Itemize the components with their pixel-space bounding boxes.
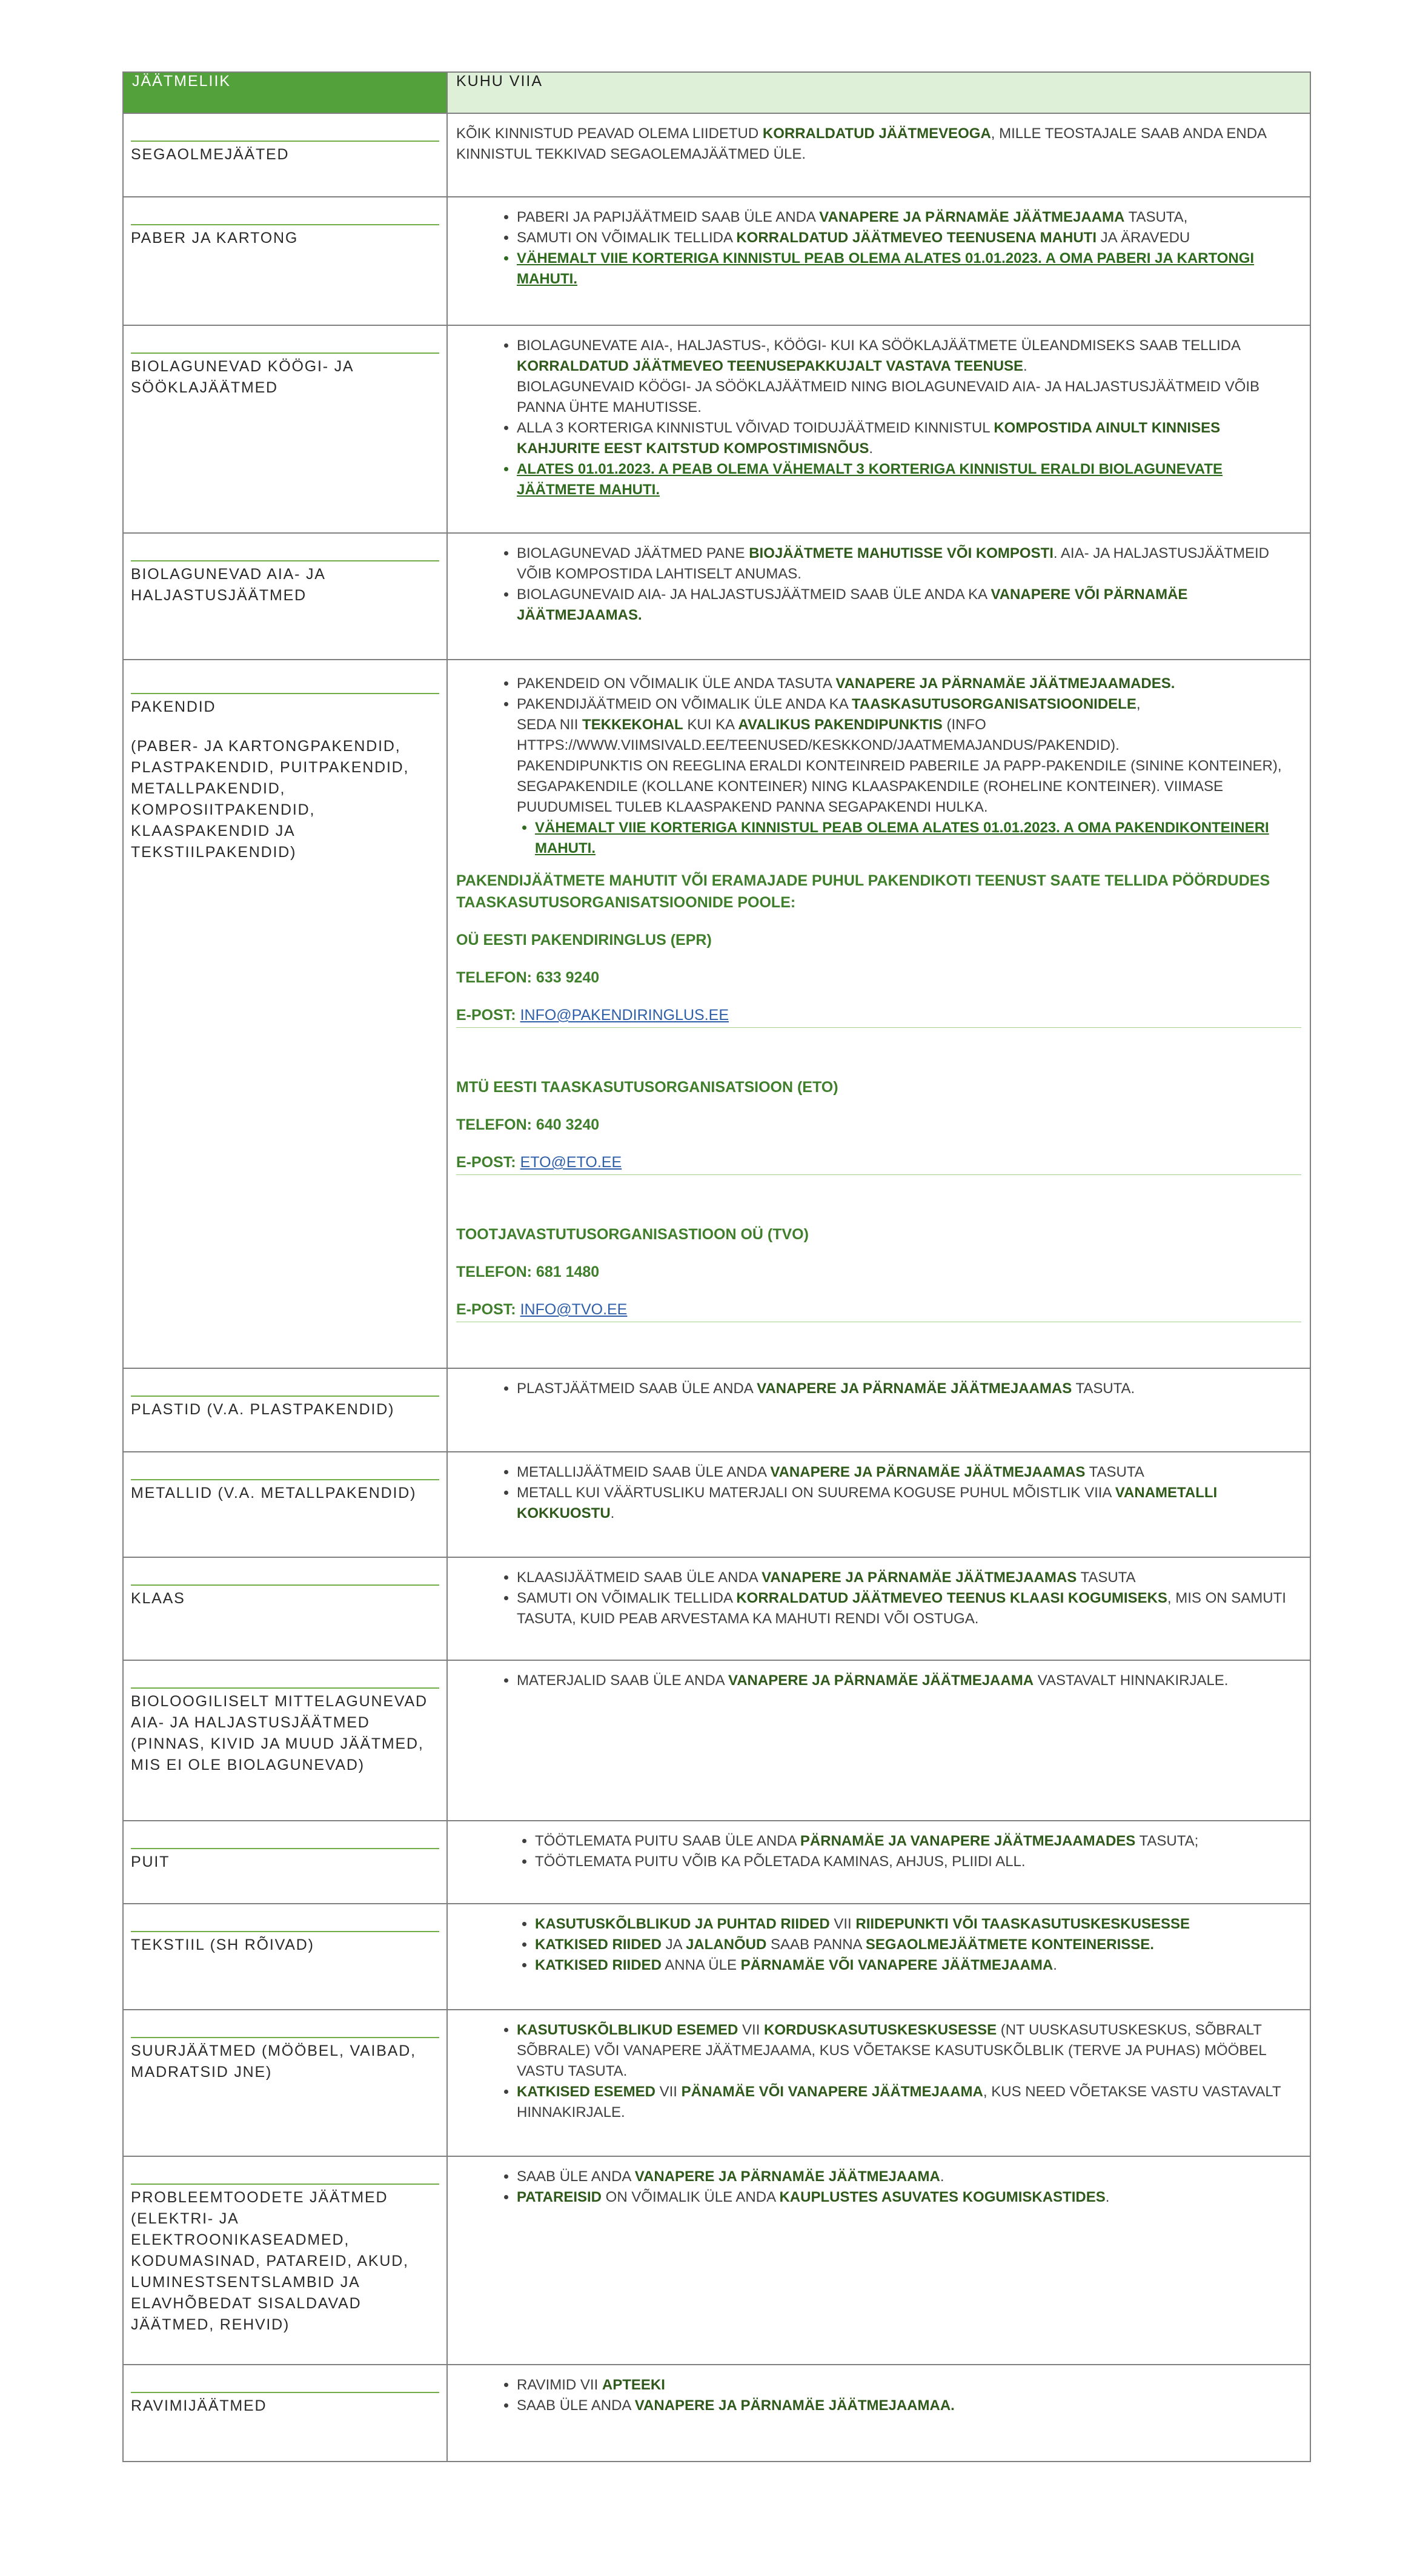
waste-type-sublabel: (PABER- JA KARTONGPAKENDID, PLASTPAKENDID, PUITPAKENDID, METALLPAKENDID, KOMPOSIITPAKENDID, KLAASPAKENDID JA TEKSTIILPAKENDID) [131, 738, 410, 861]
text-run: VANAPERE JA PÄRNAMÄE JÄÄTMEJAAMADES. [835, 675, 1175, 692]
bullet-list [456, 1379, 1301, 1399]
text-run: VASTAVALT HINNAKIRJALE. [1034, 1672, 1229, 1689]
email-link[interactable]: INFO@PAKENDIRINGLUS.EE [520, 1007, 729, 1024]
list-item [517, 1568, 1301, 1588]
header-where-to-take: KUHU VIIA [447, 72, 1310, 113]
waste-type-label: PAKENDID [131, 698, 216, 715]
bullet-list [456, 336, 1301, 500]
text-run: VII [829, 1916, 856, 1932]
text-run: TASUTA [1085, 1464, 1144, 1480]
waste-type-cell [123, 533, 447, 660]
email-link[interactable]: INFO@TVO.EE [520, 1301, 628, 1318]
table-row [123, 1452, 1310, 1557]
text-run: SAMUTI ON VÕIMALIK TELLIDA [517, 1590, 737, 1606]
bullet-list [456, 1914, 1301, 1976]
instructions-cell [447, 1821, 1310, 1904]
text-run: MATERJALID SAAB ÜLE ANDA [517, 1672, 728, 1689]
instructions-cell [447, 1904, 1310, 2010]
table-row [123, 533, 1310, 660]
text-run: BIOLAGUNEVAID KÖÖGI- JA SÖÖKLAJÄÄTMEID NING BIOLAGUNEVAID AIA- JA HALJASTUSJÄÄTMEID VÕIB PANNA ÜHTE MAHUTISSE. [517, 379, 1260, 416]
text-run: VANAPERE JA PÄRNAMÄE JÄÄTMEJAAMA [634, 2168, 940, 2185]
text-run: PAKENDIPUNKTIS ON REEGLINA ERALDI KONTEINREID PABERILE JA PAPP-PAKENDILE (SININE KONTEINER), SEGAPAKENDILE (KOLLANE KONTEINER) NING KLAASPAKENDILE (ROHELINE KONTEINER). VIIMASE PUUDUMISEL TULEB KLAASPAKEND PANNA SEGAPAKENDI HULKA. [517, 758, 1282, 815]
text-run: PÄRNAMÄE JA VANAPERE JÄÄTMEJAAMADES [800, 1833, 1136, 1849]
table-row [123, 197, 1310, 325]
list-item [517, 2375, 1301, 2396]
waste-type-cell [123, 1660, 447, 1821]
waste-type-cell [123, 325, 447, 533]
text-run: TAASKASUTUSORGANISATSIOONIDELE [852, 696, 1137, 712]
list-item [517, 418, 1301, 459]
text-run: PAKENDEID ON VÕIMALIK ÜLE ANDA TASUTA [517, 675, 836, 692]
text-run: PÄRNAMÄE VÕI VANAPERE JÄÄTMEJAAMA [740, 1957, 1054, 1973]
text-run: . AIA- JA HALJASTUSJÄÄTMEID VÕIB KOMPOSTIDA LAHTISELT ANUMAS. [517, 545, 1269, 582]
bullet-list [456, 2375, 1301, 2416]
text-run: JALANÕUD [685, 1936, 767, 1953]
org-phone: TELEFON: 640 3240 [456, 1116, 600, 1133]
text-run: PATAREISID [517, 2189, 602, 2205]
text-run: TASUTA, [1124, 209, 1188, 225]
text-run: VANAPERE JA PÄRNAMÄE JÄÄTMEJAAMAA. [634, 2397, 955, 2414]
org-name: OÜ EESTI PAKENDIRINGLUS (EPR) [456, 932, 712, 949]
text-run: BIOLAGUNEVATE AIA-, HALJASTUS-, KÖÖGI- KUI KA SÖÖKLAJÄÄTMETE ÜLEANDMISEKS SAAB TELLIDA [517, 337, 1240, 354]
text-run: BIOLAGUNEVAD JÄÄTMED PANE [517, 545, 749, 561]
waste-type-cell [123, 197, 447, 325]
text-run: (NT UUSKASUTUSKESKUS, SÕBRALT SÕBRALE) VÕI VANAPERE JÄÄTMEJAAMA, KUS VÕETAKSE KASUTUSKÕLBLIK (TERVE JA PUHAS) MÖÖBEL VASTU TASUTA. [517, 2022, 1266, 2079]
text-run: KLAASIJÄÄTMEID SAAB ÜLE ANDA [517, 1569, 762, 1586]
table-row [123, 325, 1310, 533]
text-run: KASUTUSKÕLBLIKUD JA PUHTAD RIIDED [535, 1916, 830, 1932]
text-run: PABERI JA PAPIJÄÄTMEID SAAB ÜLE ANDA [517, 209, 820, 225]
instructions-cell [447, 533, 1310, 660]
text-run: E-POST: [456, 1007, 520, 1024]
list-item [517, 2020, 1301, 2082]
text-run: KATKISED ESEMED [517, 2084, 655, 2100]
bullet-list [456, 818, 1301, 859]
waste-type-cell [123, 2010, 447, 2156]
text-run: JA [661, 1936, 686, 1953]
bullet-list [456, 1670, 1301, 1691]
text-run: VANAMETALLI KOKKUOSTU [517, 1485, 1218, 1521]
text-run: , MIS ON SAMUTI TASUTA, KUID PEAB ARVESTAMA KA MAHUTI RENDI VÕI OSTUGA. [517, 1590, 1286, 1627]
instructions-cell [447, 2156, 1310, 2365]
bullet-list [456, 207, 1301, 290]
header-waste-type: JÄÄTMELIIK [123, 72, 447, 113]
table-row [123, 2010, 1310, 2156]
list-item [517, 2396, 1301, 2416]
waste-type-cell [123, 1557, 447, 1660]
list-item [517, 1483, 1301, 1524]
org-phone: TELEFON: 681 1480 [456, 1263, 600, 1280]
text-run: . [869, 440, 874, 457]
list-item [517, 1588, 1301, 1629]
waste-type-label: BIOLAGUNEVAD KÖÖGI- JA SÖÖKLAJÄÄTMED [131, 358, 353, 396]
waste-type-label: BIOLOOGILISELT MITTELAGUNEVAD AIA- JA HALJASTUSJÄÄTMED (PINNAS, KIVID JA MUUD JÄÄTMED, MIS EI OLE BIOLAGUNEVAD) [131, 1693, 428, 1773]
text-bold: KORRALDATUD JÄÄTMEVEOGA [762, 125, 991, 142]
waste-type-label: SUURJÄÄTMED (MÖÖBEL, VAIBAD, MADRATSID JNE) [131, 2042, 416, 2081]
table-row [123, 113, 1310, 197]
text-run: KORRALDATUD JÄÄTMEVEO TEENUSEPAKKUJALT VASTAVA TEENUSE [517, 358, 1024, 374]
waste-type-cell [123, 1904, 447, 2010]
waste-type-cell [123, 2156, 447, 2365]
org-email-row [456, 1299, 1301, 1322]
list-item: • VÄHEMALT VIIE KORTERIGA KINNISTUL PEAB OLEMA ALATES 01.01.2023. A OMA PAKENDIKONTEINERI MAHUTI. [535, 818, 1301, 859]
waste-type-cell [123, 1368, 447, 1452]
instructions-cell [447, 197, 1310, 325]
waste-type-cell [123, 1821, 447, 1904]
waste-type-label: RAVIMIJÄÄTMED [131, 2397, 267, 2414]
text-run: KAUPLUSTES ASUVATES KOGUMISKASTIDES [779, 2189, 1106, 2205]
instructions-cell [447, 660, 1310, 1368]
text-run: RAVIMID VII [517, 2377, 602, 2393]
org-email-row [456, 1151, 1301, 1175]
text-run: SAAB ÜLE ANDA [517, 2397, 635, 2414]
org-name: TOOTJAVASTUTUSORGANISASTIOON OÜ (TVO) [456, 1226, 809, 1243]
table-row [123, 660, 1310, 1368]
waste-type-label: KLAAS [131, 1590, 185, 1607]
instructions-cell [447, 1660, 1310, 1821]
list-item [517, 2167, 1301, 2187]
bullet-list [456, 1462, 1301, 1524]
text-run: VANAPERE JA PÄRNAMÄE JÄÄTMEJAAMAS [762, 1569, 1077, 1586]
list-item [517, 694, 1301, 818]
list-item [517, 2187, 1301, 2208]
list-item [517, 336, 1301, 418]
text-run: PLASTJÄÄTMEID SAAB ÜLE ANDA [517, 1380, 757, 1397]
table-row [123, 2156, 1310, 2365]
instructions-cell [447, 1452, 1310, 1557]
list-item: • TÖÖTLEMATA PUITU VÕIB KA PÕLETADA KAMINAS, AHJUS, PLIIDI ALL. [535, 1852, 1301, 1872]
waste-type-label: BIOLAGUNEVAD AIA- JA HALJASTUSJÄÄTMED [131, 566, 325, 604]
text-run: . [940, 2168, 944, 2185]
table-row [123, 1821, 1310, 1904]
table-header-row [123, 72, 1310, 113]
waste-type-label: TEKSTIIL (SH RÕIVAD) [131, 1936, 314, 1953]
text: , MILLE TEOSTAJALE SAAB ANDA ENDA KINNISTUL TEKKIVAD SEGAOLEMAJÄÄTMED ÜLE. [456, 125, 1266, 162]
text-run: BIOLAGUNEVAID AIA- JA HALJASTUSJÄÄTMEID SAAB ÜLE ANDA KA [517, 586, 991, 603]
text-run: METALLIJÄÄTMEID SAAB ÜLE ANDA [517, 1464, 771, 1480]
text-run: VANAPERE VÕI PÄRNAMÄE JÄÄTMEJAAMAS. [517, 586, 1188, 623]
list-item [517, 674, 1301, 694]
text-run: ANNA ÜLE [661, 1957, 741, 1973]
text-run: KOMPOSTIDA AINULT KINNISES KAHJURITE EEST KAITSTUD KOMPOSTIMISNÕUS [517, 420, 1221, 457]
bullet-list [456, 2167, 1301, 2208]
text-run: VANAPERE JA PÄRNAMÄE JÄÄTMEJAAMAS [757, 1380, 1072, 1397]
table-row [123, 1904, 1310, 2010]
text-run: TASUTA [1077, 1569, 1136, 1586]
instructions-cell [447, 2010, 1310, 2156]
table-row [123, 1368, 1310, 1452]
list-item [535, 1831, 1301, 1852]
waste-type-label: PUIT [131, 1853, 170, 1870]
waste-type-cell [123, 660, 447, 1368]
text-run: BIOJÄÄTMETE MAHUTISSE VÕI KOMPOSTI [749, 545, 1054, 561]
bullet-list [456, 2020, 1301, 2123]
instructions-cell [447, 325, 1310, 533]
list-item [535, 1955, 1301, 1976]
text-run: VANAPERE JA PÄRNAMÄE JÄÄTMEJAAMA [819, 209, 1125, 225]
instructions-cell [447, 113, 1310, 197]
text-run: VANAPERE JA PÄRNAMÄE JÄÄTMEJAAMAS [770, 1464, 1086, 1480]
instructions-cell [447, 2365, 1310, 2462]
text-run: METALL KUI VÄÄRTUSLIKU MATERJALI ON SUUREMA KOGUSE PUHUL MÕISTLIK VIIA [517, 1485, 1115, 1501]
text-run: . [1105, 2189, 1110, 2205]
text-run: KORRALDATUD JÄÄTMEVEO TEENUSENA MAHUTI [736, 230, 1097, 246]
text-run: KATKISED RIIDED [535, 1957, 662, 1973]
text-run: AVALIKUS PAKENDIPUNKTIS [738, 717, 943, 733]
instructions-cell [447, 1557, 1310, 1660]
text-run: TASUTA; [1135, 1833, 1199, 1849]
text-run: E-POST: [456, 1301, 520, 1318]
instructions-cell [447, 1368, 1310, 1452]
text-run: KORDUSKASUTUSKESKUSESSE [764, 2022, 997, 2038]
text-run: VII [655, 2084, 682, 2100]
bullet-list [456, 1568, 1301, 1629]
waste-type-label: PLASTID (V.A. PLASTPAKENDID) [131, 1401, 395, 1418]
text-run: RIIDEPUNKTI VÕI TAASKASUTUSKESKUSESSE [855, 1916, 1190, 1932]
waste-type-label: SEGAOLMEJÄÄTED [131, 146, 290, 163]
bullet-list [456, 1831, 1301, 1872]
text-run: KORRALDATUD JÄÄTMEVEO TEENUS KLAASI KOGUMISEKS [736, 1590, 1167, 1606]
org-name: MTÜ EESTI TAASKASUTUSORGANISATSIOON (ETO) [456, 1079, 838, 1096]
text-run: , KUS NEED VÕETAKSE VASTU VASTAVALT HINNAKIRJALE. [517, 2084, 1281, 2121]
text-run: ON VÕIMALIK ÜLE ANDA [602, 2189, 780, 2205]
waste-type-cell [123, 2365, 447, 2462]
list-item: • VÄHEMALT VIIE KORTERIGA KINNISTUL PEAB OLEMA ALATES 01.01.2023. A OMA PABERI JA KARTONGI MAHUTI. [517, 248, 1301, 290]
list-item [517, 2082, 1301, 2123]
text-run: SAAB ÜLE ANDA [517, 2168, 635, 2185]
text-run: KASUTUSKÕLBLIKUD ESEMED [517, 2022, 738, 2038]
bullet-list [456, 674, 1301, 818]
text-run: KUI KA [683, 717, 738, 733]
text-run: SAAB PANNA [766, 1936, 866, 1953]
list-item [517, 228, 1301, 248]
email-link[interactable]: ETO@ETO.EE [520, 1154, 622, 1171]
text-run: TASUTA. [1072, 1380, 1135, 1397]
text-run: TÖÖTLEMATA PUITU SAAB ÜLE ANDA [535, 1833, 800, 1849]
waste-type-label: PROBLEEMTOODETE JÄÄTMED (ELEKTRI- JA ELEKTROONIKASEADMED, KODUMASINAD, PATAREID, AKUD, LUMINESTSENTSLAMBID JA ELAVHÕBEDAT SISALDAVAD JÄÄTMED, REHVID) [131, 2189, 409, 2333]
text-run: KATKISED RIIDED [535, 1936, 662, 1953]
text: KÕIK KINNISTUD PEAVAD OLEMA LIIDETUD [456, 125, 763, 142]
text-run: PÄNAMÄE VÕI VANAPERE JÄÄTMEJAAMA [681, 2084, 983, 2100]
text-run: PAKENDIJÄÄTMEID ON VÕIMALIK ÜLE ANDA KA [517, 696, 852, 712]
text-run: ALLA 3 KORTERIGA KINNISTUL VÕIVAD TOIDUJÄÄTMEID KINNISTUL [517, 420, 994, 436]
org-email-row [456, 1004, 1301, 1028]
list-item [517, 1379, 1301, 1399]
waste-type-label: PABER JA KARTONG [131, 230, 299, 247]
table-row [123, 2365, 1310, 2462]
list-item [517, 207, 1301, 228]
text-run: SEDA NII [517, 717, 583, 733]
waste-type-label: METALLID (V.A. METALLPAKENDID) [131, 1485, 417, 1502]
text-run: . [610, 1505, 615, 1521]
list-item [517, 1670, 1301, 1691]
table-row [123, 1660, 1310, 1821]
packaging-note: PAKENDIJÄÄTMETE MAHUTIT VÕI ERAMAJADE PUHUL PAKENDIKOTI TEENUST SAATE TELLIDA PÖÖRDUDES TAASKASUTUSORGANISATSIOONIDE POOLE: [456, 872, 1270, 911]
bullet-list [456, 543, 1301, 626]
text-run: JA ÄRAVEDU [1097, 230, 1190, 246]
text-run: . [1053, 1957, 1057, 1973]
text-run: SEGAOLMEJÄÄTMETE KONTEINERISSE. [865, 1936, 1154, 1953]
list-item [517, 1462, 1301, 1483]
waste-type-cell [123, 113, 447, 197]
org-phone: TELEFON: 633 9240 [456, 969, 600, 986]
list-item: • ALATES 01.01.2023. A PEAB OLEMA VÄHEMALT 3 KORTERIGA KINNISTUL ERALDI BIOLAGUNEVATE JÄÄTMETE MAHUTI. [517, 459, 1301, 500]
text-run: (INFO HTTPS://WWW.VIIMSIVALD.EE/TEENUSED/KESKKOND/JAATMEMAJANDUS/PAKENDID). [517, 717, 1120, 753]
text-run: TEKKEKOHAL [582, 717, 683, 733]
text-run: , [1136, 696, 1141, 712]
list-item [517, 584, 1301, 626]
text-run: E-POST: [456, 1154, 520, 1171]
list-item [535, 1935, 1301, 1955]
text-run: SAMUTI ON VÕIMALIK TELLIDA [517, 230, 737, 246]
text-run: . [1023, 358, 1027, 374]
waste-type-cell [123, 1452, 447, 1557]
text-run: VII [738, 2022, 765, 2038]
text-run: VANAPERE JA PÄRNAMÄE JÄÄTMEJAAMA [728, 1672, 1034, 1689]
list-item [535, 1914, 1301, 1935]
table-row [123, 1557, 1310, 1660]
list-item [517, 543, 1301, 584]
text-run: APTEEKI [602, 2377, 665, 2393]
waste-table [122, 71, 1311, 2462]
